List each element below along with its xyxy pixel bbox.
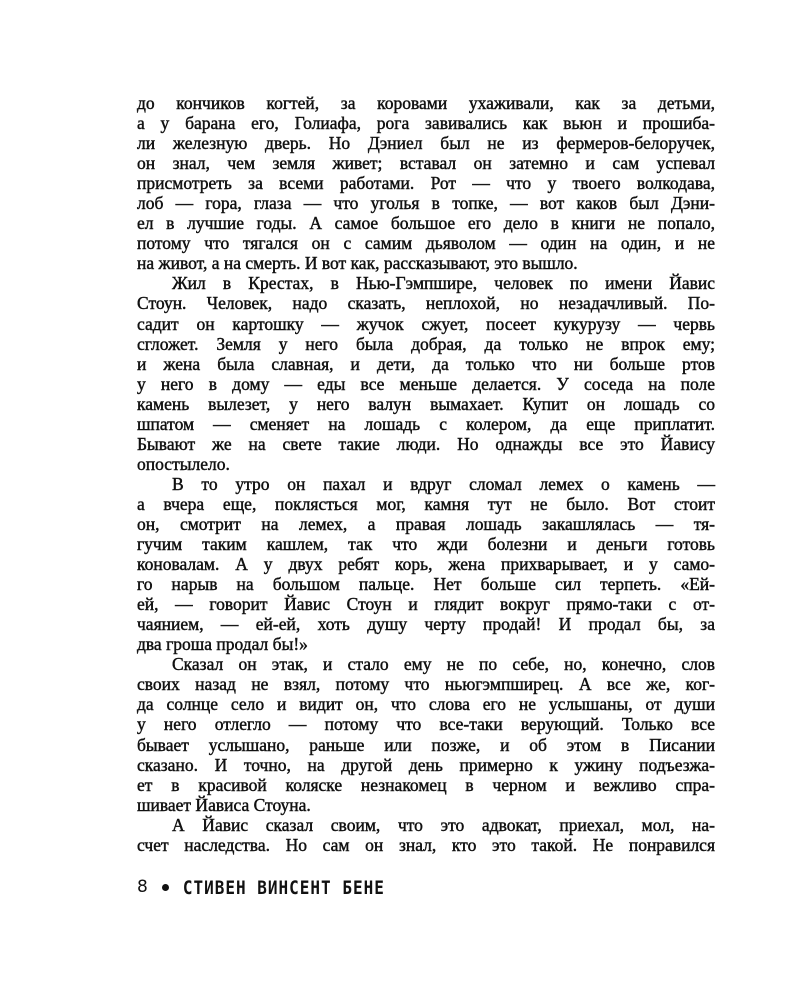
text-line: на живот, а на смерть. И вот как, рассказывают, это вышло. <box>137 253 578 274</box>
text-line: да солнце село и видит он, что слова его не услышаны, от души <box>137 694 715 715</box>
text-line: шивает Йависа Стоуна. <box>137 794 311 815</box>
bullet-separator <box>162 884 169 891</box>
text-line: потому что тягался он с самим дьяволом — один на один, и не <box>137 233 715 254</box>
text-line: лоб — гора, глаза — что уголья в топке, — вот каков был Дэни- <box>137 193 715 214</box>
text-line: ет в красивой коляске незнакомец в черном и вежливо спра- <box>137 774 715 795</box>
text-line: опостылело. <box>137 453 230 474</box>
text-line: а вчера еще, поклясться мог, камня тут не было. Вот стоит <box>137 493 715 514</box>
page-number: 8 <box>137 877 148 897</box>
text-line: он, смотрит на лемех, а правая лошадь закашлялась — тя- <box>137 513 715 534</box>
text-line: ей, — говорит Йавис Стоун и глядит вокруг прямо-таки с от- <box>137 594 715 615</box>
text-line: у него отлегло — потому что все-таки верующий. Только все <box>137 714 715 735</box>
running-head-author: СТИВЕН ВИНСЕНТ БЕНЕ <box>182 876 385 898</box>
text-line: ел в лучшие годы. А самое большое его дело в книги не попало, <box>137 213 715 234</box>
page-body <box>137 93 715 855</box>
text-line: А Йавис сказал своим, что это адвокат, приехал, мол, на- <box>172 814 715 835</box>
text-line: ли железную дверь. Но Дэниел был не из фермеров-белоручек, <box>137 133 715 154</box>
text-line: Сказал он этак, и стало ему не по себе, но, конечно, слов <box>172 654 715 675</box>
text-line: Жил в Крестах, в Нью-Гэмпшире, человек по имени Йавис <box>172 273 715 294</box>
text-line: до кончиков когтей, за коровами ухаживали, как за детьми, <box>137 93 715 113</box>
text-line: садит он картошку — жучок сжует, посеет кукурузу — червь <box>137 313 715 334</box>
text-line: своих назад не взял, потому что ньюгэмпширец. А все же, ког- <box>137 674 715 695</box>
text-line: Стоун. Человек, надо сказать, неплохой, но незадачливый. По- <box>137 293 715 314</box>
text-line: а у барана его, Голиафа, рога завивались как вьюн и прошиба- <box>137 113 715 134</box>
text-line: присмотреть за всеми работами. Рот — что у твоего волкодава, <box>137 173 715 194</box>
text-line: бывает услышано, раньше или позже, и об этом в Писании <box>137 734 715 755</box>
text-line: чаянием, — ей-ей, хоть душу черту продай! И продал бы, за <box>137 614 715 635</box>
text-line: два гроша продал бы!» <box>137 634 308 655</box>
text-line: В то утро он пахал и вдруг сломал лемех о камень — <box>172 473 715 494</box>
text-line: го нарыв на большом пальце. Нет больше сил терпеть. «Ей- <box>137 574 715 595</box>
text-line: коновалам. А у двух ребят корь, жена прихварывает, и у само- <box>137 554 715 575</box>
text-line: сказано. И точно, на другой день примерно к ужину подъезжа- <box>137 754 715 775</box>
text-line: он знал, чем земля живет; вставал он затемно и сам успевал <box>137 153 715 174</box>
text-line: камень вылезет, у него валун вымахает. Купит он лошадь со <box>137 393 715 414</box>
text-line: гучим таким кашлем, так что жди болезни и деньги готовь <box>137 534 715 555</box>
text-line: шпатом — сменяет на лошадь с колером, да еще приплатит. <box>137 413 715 434</box>
text-line: Бывают же на свете такие люди. Но однажды все это Йавису <box>137 433 715 454</box>
text-line: у него в дому — еды все меньше делается. У соседа на поле <box>137 373 715 394</box>
text-line: сгложет. Земля у него была добрая, да только не впрок ему; <box>137 333 715 354</box>
page-footer <box>137 877 385 897</box>
text-line: и жена была славная, и дети, да только что ни больше ртов <box>137 353 715 374</box>
text-line: счет наследства. Но сам он знал, кто это такой. Не понравился <box>137 834 715 855</box>
